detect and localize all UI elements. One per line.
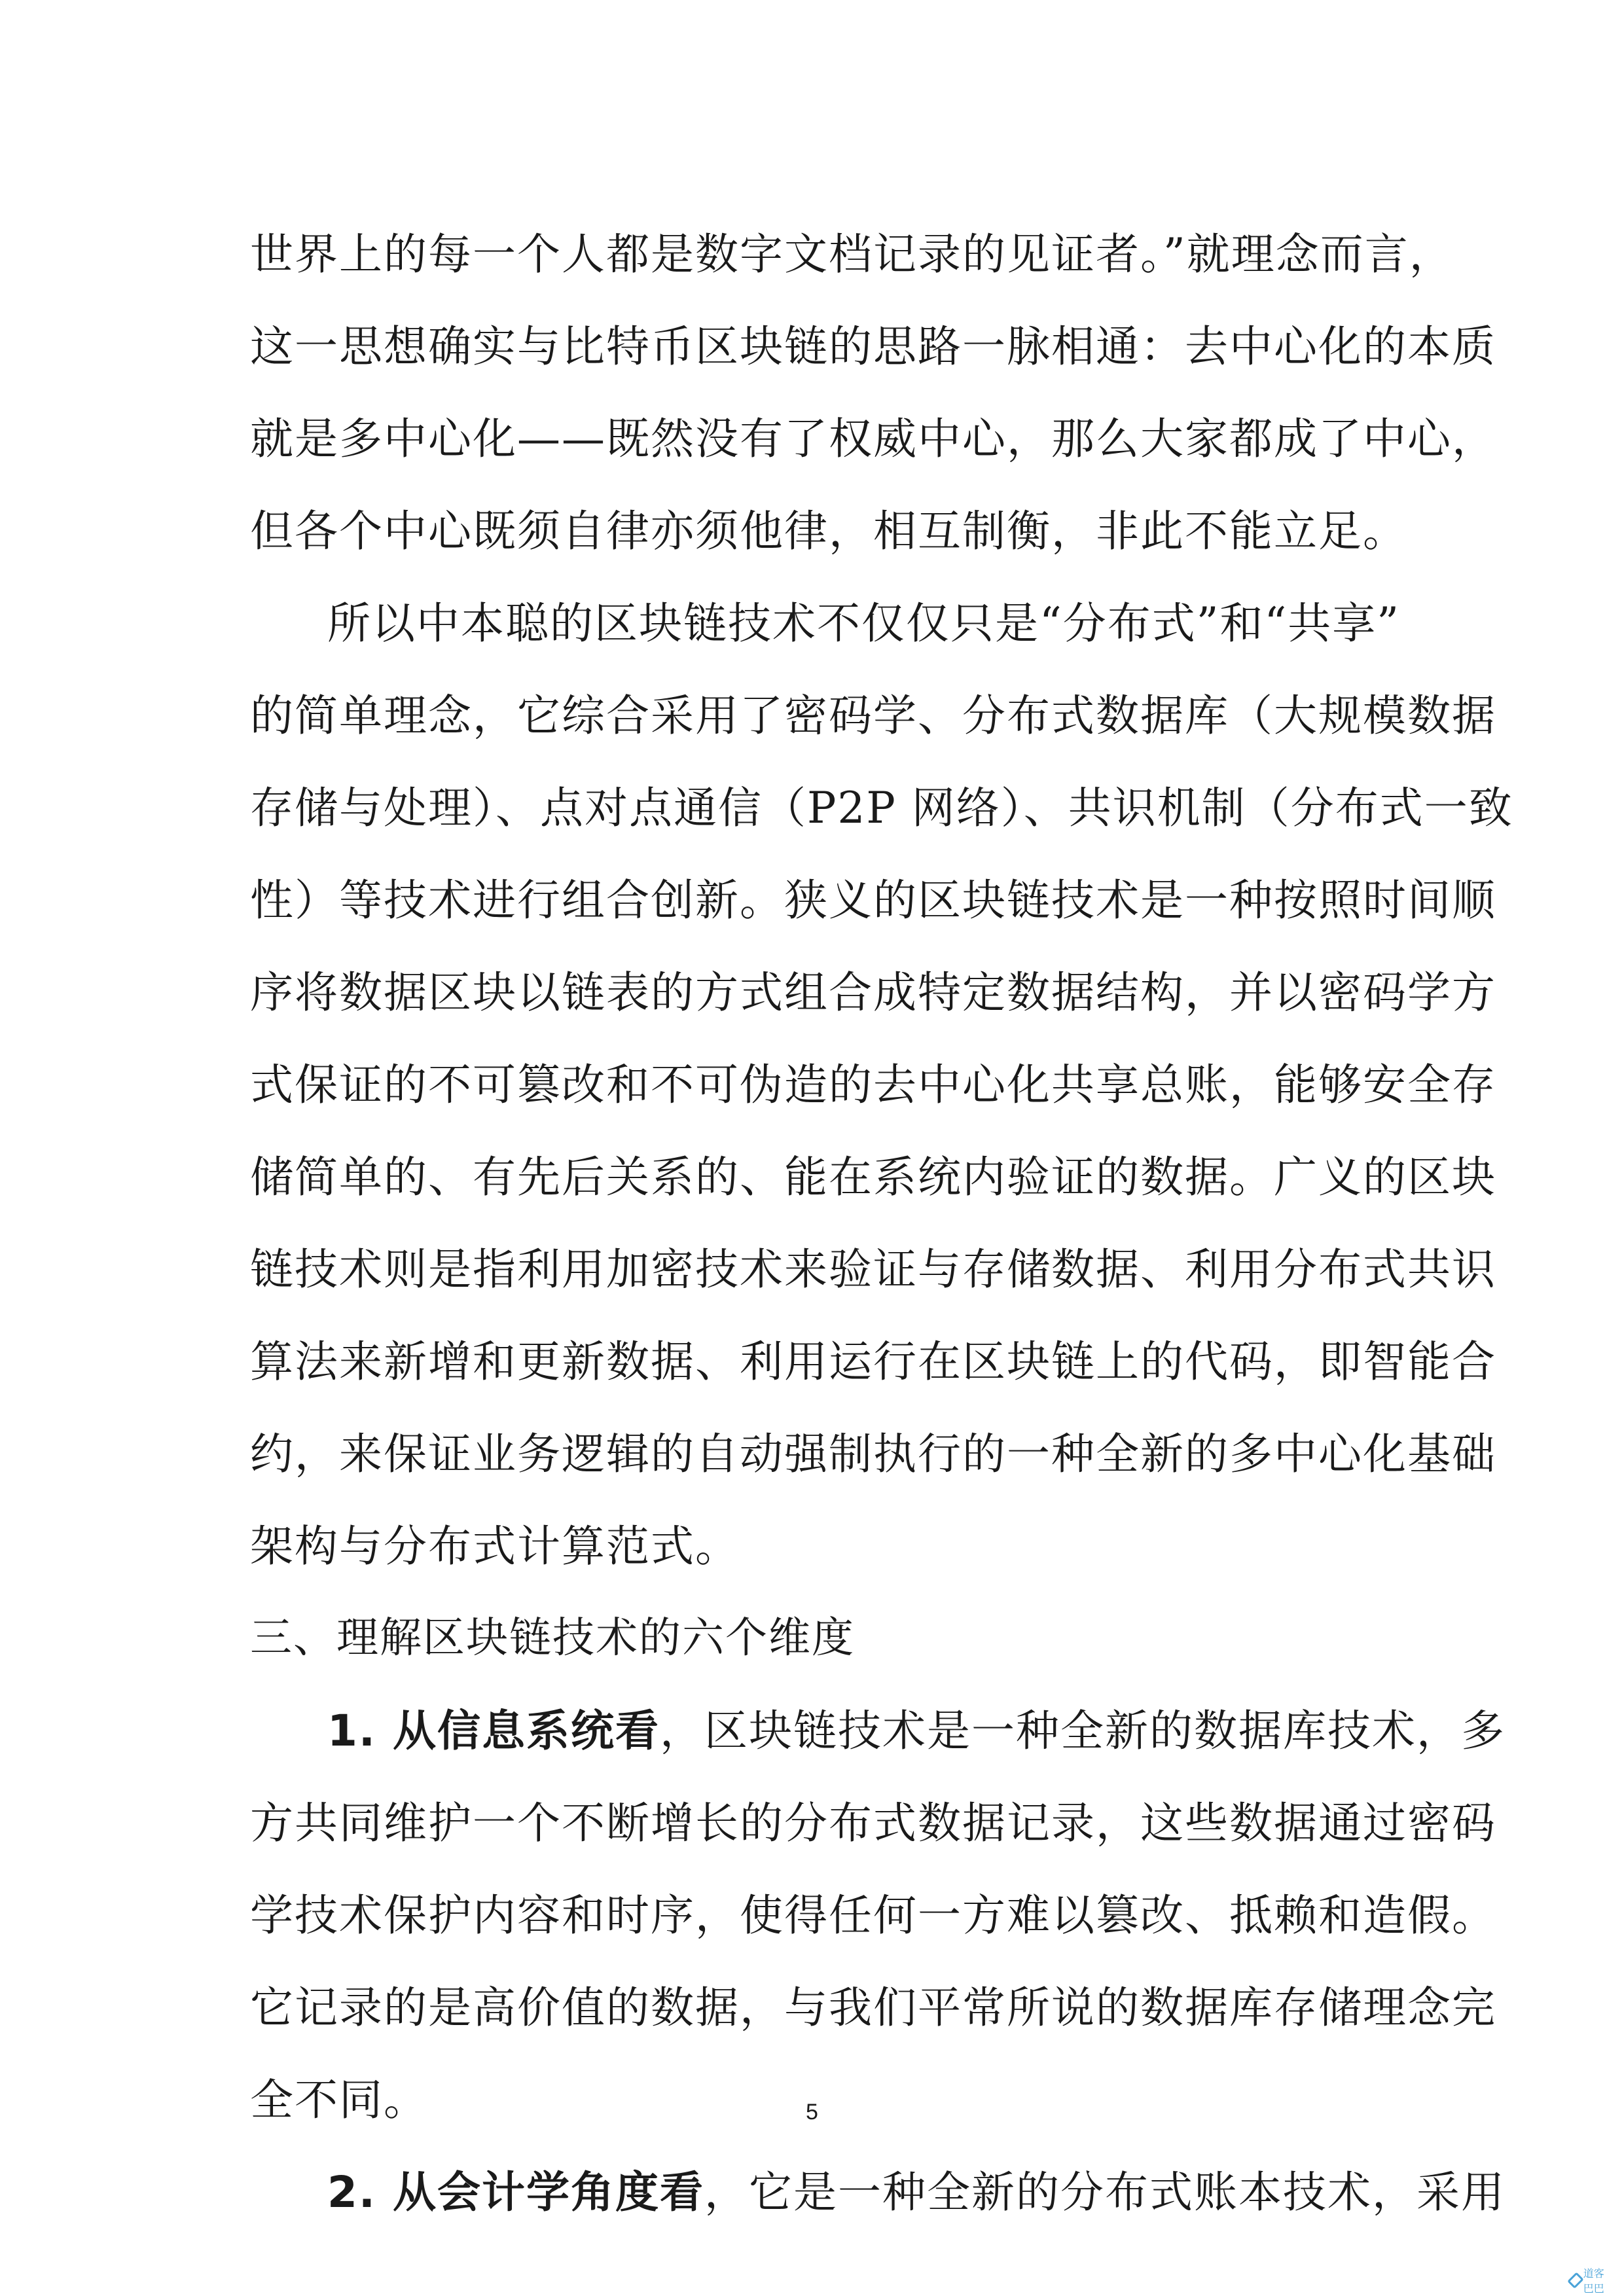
text-line: 所以中本聪的区块链技术不仅仅只是“分布式”和“共享” <box>327 598 1400 649</box>
text-line: 约，来保证业务逻辑的自动强制执行的一种全新的多中心化基础 <box>250 1429 1496 1479</box>
text-line: 学技术保护内容和时序，使得任何一方难以篡改、抵赖和造假。 <box>250 1890 1496 1941</box>
text-line: 链技术则是指利用加密技术来验证与存储数据、利用分布式共识 <box>250 1244 1496 1295</box>
item-2-first-text: ，它是一种全新的分布式账本技术，采用 <box>704 2167 1506 2217</box>
text-line: 但各个中心既须自律亦须他律，相互制衡，非此不能立足。 <box>250 506 1407 556</box>
text-line: 方共同维护一个不断增长的分布式数据记录，这些数据通过密码 <box>250 1798 1496 1848</box>
page-number: 5 <box>806 2100 818 2125</box>
text-line: 就是多中心化——既然没有了权威中心，那么大家都成了中心， <box>250 414 1496 464</box>
text-line: 世界上的每一个人都是数字文档记录的见证者。”就理念而言， <box>250 229 1454 279</box>
item-2-label: 2. 从会计学角度看 <box>327 2167 704 2217</box>
text-line: 这一思想确实与比特币区块链的思路一脉相通：去中心化的本质 <box>250 321 1496 372</box>
text-line: 算法来新增和更新数据、利用运行在区块链上的代码，即智能合 <box>250 1336 1496 1387</box>
watermark-icon <box>1567 2272 1583 2288</box>
item-1-first-line <box>250 1685 1506 1777</box>
item-1-first-text: ，区块链技术是一种全新的数据库技术，多 <box>659 1706 1506 1756</box>
section-heading: 三、理解区块链技术的六个维度 <box>250 1614 855 1662</box>
watermark-text: 道客巴巴 <box>1583 2267 1604 2295</box>
item-1-label: 1. 从信息系统看 <box>327 1706 660 1756</box>
text-line: 序将数据区块以链表的方式组合成特定数据结构，并以密码学方 <box>250 967 1496 1018</box>
text-line: 它记录的是高价值的数据，与我们平常所说的数据库存储理念完 <box>250 1982 1496 2033</box>
watermark-logo <box>1570 2267 1612 2295</box>
text-line: 性）等技术进行组合创新。狭义的区块链技术是一种按照时间顺 <box>250 875 1496 925</box>
text-line: 储简单的、有先后关系的、能在系统内验证的数据。广义的区块 <box>250 1152 1496 1202</box>
item-2-first-line <box>250 2146 1506 2238</box>
text-line: 存储与处理）、点对点通信（P2P 网络）、共识机制（分布式一致 <box>250 783 1513 833</box>
document-body <box>250 208 1513 2238</box>
text-line: 全不同。 <box>250 2075 428 2125</box>
text-line: 式保证的不可篡改和不可伪造的去中心化共享总账，能够安全存 <box>250 1060 1496 1110</box>
text-line: 的简单理念，它综合采用了密码学、分布式数据库（大规模数据 <box>250 691 1496 741</box>
text-line: 架构与分布式计算范式。 <box>250 1521 740 1571</box>
